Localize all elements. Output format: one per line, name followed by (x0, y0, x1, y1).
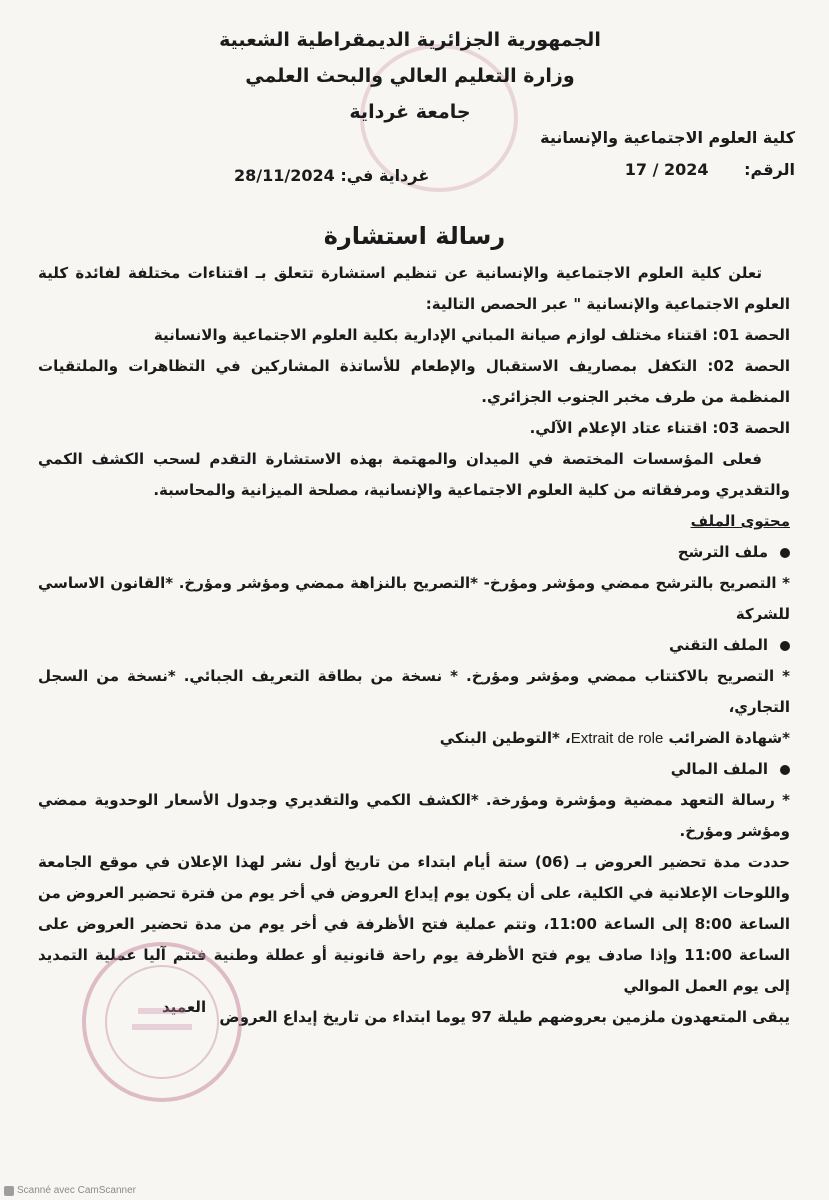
dean-signature: العميد (162, 998, 207, 1016)
reference-label: الرقم: (744, 160, 795, 179)
letterhead (200, 22, 620, 130)
round-stamp (78, 938, 246, 1106)
date-line (228, 166, 429, 185)
bullet-icon (780, 641, 790, 651)
candidature-heading: ملف الترشح (38, 537, 790, 568)
extrait-de-role: Extrait de role (570, 730, 664, 747)
file-content-heading: محتوى الملف (690, 512, 790, 530)
date-value: 28/11/2024 (234, 166, 335, 185)
technical-items-2: *شهادة الضرائب Extrait de role، *التوطين البنكي (439, 729, 790, 747)
technical-heading: الملف التقني (38, 630, 790, 661)
lot-3: الحصة 03: اقتناء عتاد الإعلام الآلي. (529, 419, 790, 437)
letter-body (38, 258, 790, 1033)
bullet-icon (780, 548, 790, 558)
intro-paragraph: تعلن كلية العلوم الاجتماعية والإنسانية عن تنظيم استشارة تتعلق بـ اقتناءات مختلفة لفائدة كلية العلوم الاجتماعية والإنسانية " عبر الحصص التالية: (38, 264, 790, 313)
lot-1: الحصة 01: اقتناء مختلف لوازم صيانة المباني الإدارية بكلية العلوم الاجتماعية والانسانية (153, 326, 790, 344)
invitation-paragraph: فعلى المؤسسات المختصة في الميدان والمهتمة بهذه الاستشارة التقدم لسحب الكشف الكمي والتقديري ومرفقاته من كلية العلوم الاجتماعية والإنسانية، مصلحة الميزانية والمحاسبة. (38, 450, 790, 499)
technical-items: * التصريح بالاكتتاب ممضي ومؤشر ومؤرخ. * نسخة من بطاقة التعريف الجبائي. *نسخة من السجل التجاري، (38, 667, 790, 716)
reference-line (625, 160, 795, 179)
scanner-footer: Scanné avec CamScanner (4, 1185, 136, 1196)
faculty-name: كلية العلوم الاجتماعية والإنسانية (540, 128, 795, 147)
reference-number: 17 / 2024 (624, 160, 709, 179)
page-title: رسالة استشارة (323, 222, 506, 250)
republic-name: الجمهورية الجزائرية الديمقراطية الشعبية (219, 29, 601, 51)
deadline-paragraph: حددت مدة تحضير العروض بـ (06) ستة أيام ابتداء من تاريخ أول نشر لهذا الإعلان في موقع الجامعة واللوحات الإعلانية في الكلية، على أن يكون يوم إيداع العروض في أخر يوم من فترة تحضير العروض من الساعة 8:00 إلى الساعة 11:00، وتتم عملية فتح الأظرفة في أخر يوم من مدة تحضير العروض على الساعة 11:00 وإذا صادف يوم فتح الأظرفة يوم راحة قانونية أو عطلة وطنية فتتم آليا عملية التمديد إلى يوم العمل الموالي (38, 853, 790, 995)
candidature-items: * التصريح بالترشح ممضي ومؤشر ومؤرخ- *التصريح بالنزاهة ممضي ومؤشر ومؤرخ. *القانون الاساسي للشركة (38, 574, 790, 623)
validity-paragraph: يبقى المتعهدون ملزمين بعروضهم طيلة 97 يوما ابتداء من تاريخ إيداع العروض (219, 1008, 790, 1026)
date-label: غرداية في: (340, 166, 430, 185)
financial-items: * رسالة التعهد ممضية ومؤشرة ومؤرخة. *الكشف الكمي والتقديري وجدول الأسعار الوحدوية ممضي ومؤشر ومؤرخ. (38, 791, 790, 840)
financial-heading: الملف المالي (38, 754, 790, 785)
camscanner-icon (4, 1186, 14, 1196)
lot-2: الحصة 02: التكفل بمصاريف الاستقبال والإطعام للأساتذة المشاركين في التظاهرات والملتقيات المنظمة من طرف مخبر الجنوب الجزائري. (38, 357, 791, 406)
bullet-icon (780, 765, 790, 775)
ministry-name: وزارة التعليم العالي والبحث العلمي (245, 65, 575, 87)
university-name: جامعة غرداية (349, 101, 471, 123)
